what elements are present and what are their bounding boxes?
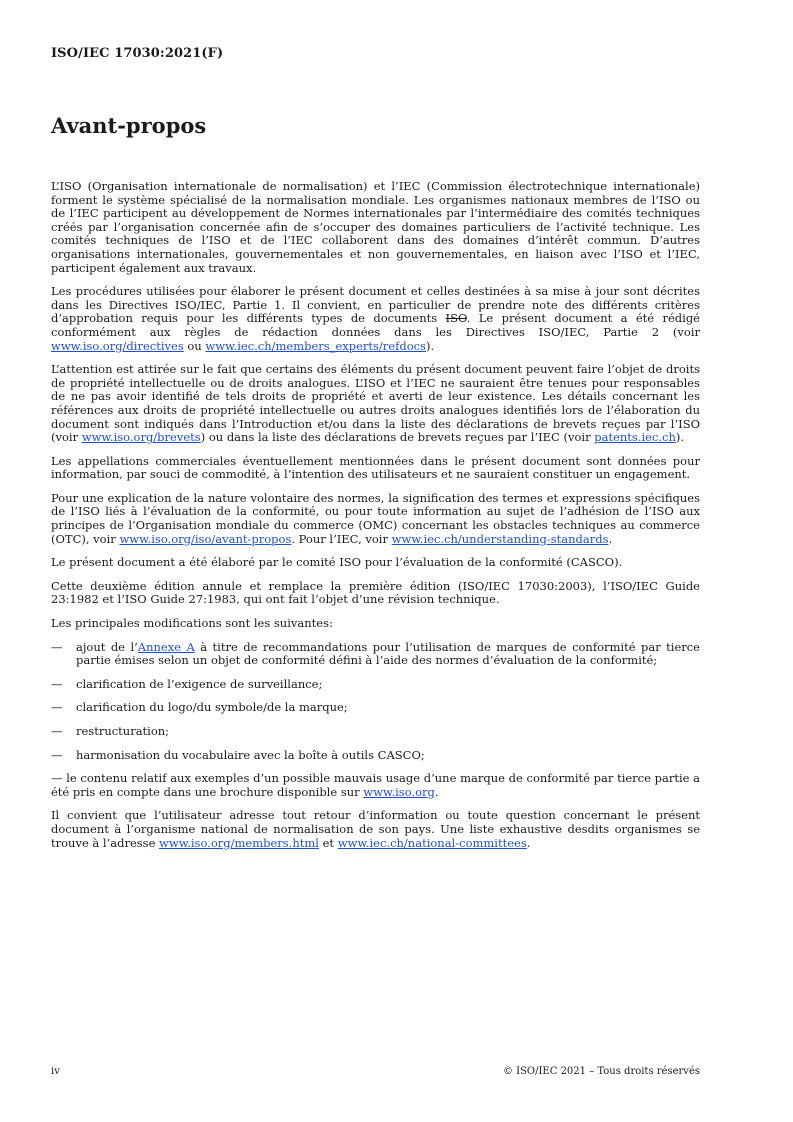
- list-item: [51, 701, 700, 715]
- list-item-text: [76, 641, 700, 668]
- text: à titre de recommandations pour l’utilisation de marques de conformité par tierce partie émises selon un objet de conformité défini à l’aide des normes d’évaluation de la conformité;: [76, 639, 700, 668]
- dash-marker: —: [51, 639, 63, 654]
- link-iec-understanding-standards[interactable]: www.iec.ch/understanding-standards: [391, 531, 609, 546]
- paragraph-iso-iec-intro: L’ISO (Organisation internationale de normalisation) et l’IEC (Commission électrotechnique internationale) forment le système spécialisé de la normalisation mondiale. Les organismes nationaux membres de l’ISO ou de l’IEC participent au développement de Normes internationales par l’intermédiaire des comités techniques créés par l’organisation concernée afin de s’occuper des domaines particuliers de l’activité technique. Les comités techniques de l’ISO et de l’IEC collaborent dans des domaines d’intérêt commun. D’autres organisations internationales, gouvernementales et non gouvernementales, en liaison avec l’ISO et l’IEC, participent également aux travaux.: [51, 179, 700, 275]
- dash-marker: —: [51, 700, 63, 715]
- list-item-text: clarification de l’exigence de surveillance;: [76, 676, 323, 691]
- dash-marker: —: [51, 676, 63, 691]
- paragraph-edition: Cette deuxième édition annule et remplace la première édition (ISO/IEC 17030:2003), l’ISO/IEC Guide 23:1982 et l’ISO Guide 27:1983, qui ont fait l’objet d’une révision technique.: [51, 578, 700, 607]
- text: ajout de l’: [76, 639, 138, 654]
- copyright-notice: © ISO/IEC 2021 – Tous droits réservés: [502, 1066, 700, 1077]
- text: .: [608, 531, 613, 546]
- text: .: [434, 784, 439, 799]
- link-iec-refdocs[interactable]: www.iec.ch/members_experts/refdocs: [205, 338, 426, 353]
- link-iso-directives[interactable]: www.iso.org/directives: [51, 338, 184, 353]
- page-number: iv: [51, 1066, 60, 1077]
- text: — le contenu relatif aux exemples d’un possible mauvais usage d’une marque de conformité par tierce partie a été pris en compte dans une brochure disponible sur: [51, 771, 700, 799]
- paragraph-voluntary-nature: [51, 492, 700, 546]
- text: L’attention est attirée sur le fait que certains des éléments du présent document peuvent faire l’objet de droits de propriété intellectuelle ou de droits analogues. L’ISO et l’IEC ne sauraient être tenues pour responsables de ne pas avoir identifié de tels droits de propriété et averti de leur existence. Les détails concernant les références aux droits de propriété intellectuelle ou autres droits analogues identifiés lors de l’élaboration du document sont indiqués dans l’Introduction et/ou dans la liste des déclarations de brevets reçues par l’ISO (voir: [51, 362, 700, 445]
- list-item: [51, 749, 700, 763]
- link-iso-brevets[interactable]: www.iso.org/brevets: [81, 430, 201, 445]
- list-item: [51, 678, 700, 692]
- paragraph-trade-names: Les appellations commerciales éventuellement mentionnées dans le présent document sont données pour information, par souci de commodité, à l’intention des utilisateurs et ne sauraient constituer un engagement.: [51, 453, 700, 482]
- paragraph-committee: Le présent document a été élaboré par le comité ISO pour l’évaluation de la conformité (CASCO).: [51, 555, 623, 570]
- text: Pour une explication de la nature volontaire des normes, la signification des termes et expressions spécifiques de l’ISO liés à l’évaluation de la conformité, ou pour toute information au sujet de l’adhésion de l’ISO aux principes de l’Organisation mondiale du commerce (OMC) concernant les obstacles techniques au commerce (OTC), voir: [51, 490, 700, 546]
- text: .: [526, 835, 531, 850]
- paragraph-procedures: [51, 285, 700, 353]
- text: ).: [675, 430, 685, 445]
- text: . Pour l’IEC, voir: [291, 531, 392, 546]
- link-iso-avant-propos[interactable]: www.iso.org/iso/avant-propos: [119, 531, 292, 546]
- text: . Le présent document a été rédigé conformément aux règles de rédaction données dans les Directives ISO/IEC, Partie 2 (voir: [51, 311, 700, 339]
- link-iso-members[interactable]: www.iso.org/members.html: [159, 835, 319, 850]
- dash-marker: —: [51, 747, 63, 762]
- list-item-text: harmonisation du vocabulaire avec la boîte à outils CASCO;: [76, 747, 425, 762]
- text: Il convient que l’utilisateur adresse tout retour d’information ou toute question concernant le présent document à l’organisme national de normalisation de son pays. Une liste exhaustive desdits organismes se trouve à l’adresse: [51, 808, 700, 850]
- document-id: ISO/IEC 17030:2021(F): [51, 46, 224, 61]
- text: ) ou dans la liste des déclarations de brevets reçues par l’IEC (voir: [200, 430, 595, 445]
- page-title: Avant-propos: [51, 113, 207, 138]
- paragraph-brochure: [51, 772, 700, 799]
- list-item: [51, 725, 700, 739]
- dash-marker: —: [51, 724, 63, 738]
- text: ).: [426, 338, 435, 353]
- struck-text: ISO: [445, 311, 467, 326]
- link-annexe-a[interactable]: Annexe A: [137, 639, 195, 654]
- text: Les procédures utilisées pour élaborer le présent document et celles destinées à sa mise à jour sont décrites dans les Directives ISO/IEC, Partie 1. Il convient, en particulier de prendre note des différents critères d’approbation requis pour les différents types de documents: [51, 284, 700, 326]
- link-iso-org[interactable]: www.iso.org: [363, 784, 435, 799]
- list-item: [51, 641, 700, 668]
- list-item-text: restructuration;: [76, 724, 170, 738]
- list-item-text: clarification du logo/du symbole/de la marque;: [76, 700, 348, 715]
- link-iec-national-committees[interactable]: www.iec.ch/national-committees: [337, 835, 527, 850]
- paragraph-changes-intro: Les principales modifications sont les suivantes:: [51, 616, 333, 631]
- link-iec-patents[interactable]: patents.iec.ch: [594, 430, 676, 445]
- paragraph-patents: [51, 363, 700, 445]
- text: et: [318, 835, 338, 850]
- text: ou: [183, 338, 206, 353]
- paragraph-feedback: [51, 809, 700, 850]
- document-body: [51, 180, 700, 860]
